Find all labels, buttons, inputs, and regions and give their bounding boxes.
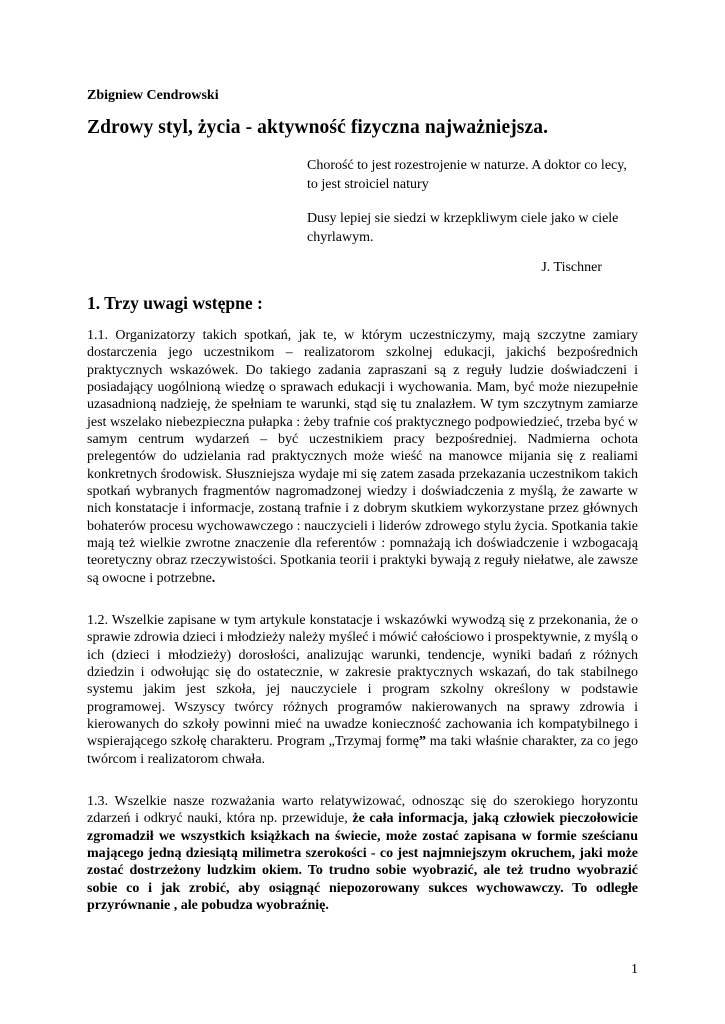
author-name: Zbigniew Cendrowski bbox=[87, 88, 219, 103]
section-heading: 1. Trzy uwagi wstępne : bbox=[87, 293, 263, 313]
page-number: 1 bbox=[631, 962, 638, 977]
paragraph-1-2 bbox=[87, 612, 638, 768]
paragraph-1-1-end: . bbox=[211, 570, 216, 586]
paragraph-1-1-text: 1.1. Organizatorzy takich spotkań, jak te, w którym uczestniczymy, mają szczytne zamiary dostarczenia jego uczestnikom – realizatorom szkolnej edukacji, jakichś bezpośrednich praktycznych wskazówek. Do takiego zadania zapraszani są z reguły ludzie doświadczeni i posiadający uogólnioną wiedzę o sprawach edukacji i wychowania. Mam, być może niezupełnie uzasadnioną nadzieję, że spełniam te warunki, stąd się tu znalazłem. W tym szczytnym zamiarze jest wszelako niebezpieczna pułapka : żeby trafnie coś praktycznego podpowiedzieć, trzeba być w samym centrum wydarzeń – być uczestnikiem pracy bezpośredniej. Nadmierna ochota prelegentów do udzielania rad praktycznych może wieść na manowce mijania się z realiami konkretnych środowisk. Słuszniejsza wydaje mi się zatem zasada przekazania uczestnikom takich spotkań wybranych fragmentów nagromadzonej wiedzy i doświadczenia z myślą, że zawarte w nich konstatacje i informacje, zostaną trafnie i z dobrym skutkiem wykorzystane przez głównych bohaterów procesu wychowawczego : nauczycieli i liderów zdrowego stylu życia. Spotkania takie mają też wielkie zwrotne znaczenie dla referentów : pomnażają ich doświadczenie i wzbogacają teoretyczny obraz rzeczywistości. Spotkania teorii i praktyki bywają z reguły niełatwe, ale zawsze są owocne i potrzebne bbox=[87, 328, 638, 586]
paragraph-1-2-quote-close: ” bbox=[419, 734, 427, 750]
paragraph-1-1 bbox=[87, 327, 638, 587]
paragraph-1-2-text: 1.2. Wszelkie zapisane w tym artykule konstatacje i wskazówki wywodzą się z przekonania, że o sprawie zdrowia dzieci i młodzieży należy myśleć i mówić całościowo i prospektywnie, z myślą o ich (dzieci i młodzieży) dorosłości, analizując warunki, tendencje, wyniki badań z różnych dziedzin i odwołując się do ostatecznie, w zakresie praktycznych wskazań, do tak stabilnego systemu jakim jest szkoła, jej nauczyciele i program szkolny określony w podstawie programowej. Wszyscy twórcy różnych programów nakierowanych na sprawy zdrowia i kierowanych do szkoły powinni mieć na uwadze konieczność zachowania ich kompatybilnego i wspierającego szkołę charakteru. Program „Trzymaj formę bbox=[87, 613, 638, 750]
paragraph-1-3 bbox=[87, 793, 638, 914]
epigraph-quote-2: Dusy lepiej sie siedzi w krzepkliwym ciele jako w ciele chyrlawym. bbox=[307, 211, 619, 245]
paragraph-1-2-text-after: ma taki właśnie charakter, za co jego twórcom i realizatorom chwała. bbox=[87, 734, 638, 767]
epigraph-attribution: J. Tischner bbox=[541, 260, 602, 275]
epigraph-quote-1: Chorość to jest rozestrojenie w naturze. A doktor co lecy, to jest stroiciel natury bbox=[307, 158, 627, 192]
paragraph-1-3-text: 1.3. Wszelkie nasze rozważania warto relatywizować, odnosząc się do szerokiego horyzontu zdarzeń i odkryć nauki, która np. przewiduje, bbox=[87, 794, 638, 827]
document-title: Zdrowy styl, życia - aktywność fizyczna najważniejsza. bbox=[87, 117, 549, 138]
paragraph-1-3-bold-text: że cała informacja, jaką człowiek pieczołowicie zgromadził we wszystkich książkach na świecie, może zostać zapisana w formie sześcianu mającego jedną dziesiątą milimetra szerokości - co jest najmniejszym okruchem, jaki może zostać dostrzeżony ludzkim okiem. To trudno sobie wyobrazić, ale też trudno wyobrazić sobie co i jak zrobić, aby osiągnąć niepozorowany sukces wychowawczy. To odległe przyrównanie , ale pobudza wyobraźnię. bbox=[87, 811, 638, 914]
